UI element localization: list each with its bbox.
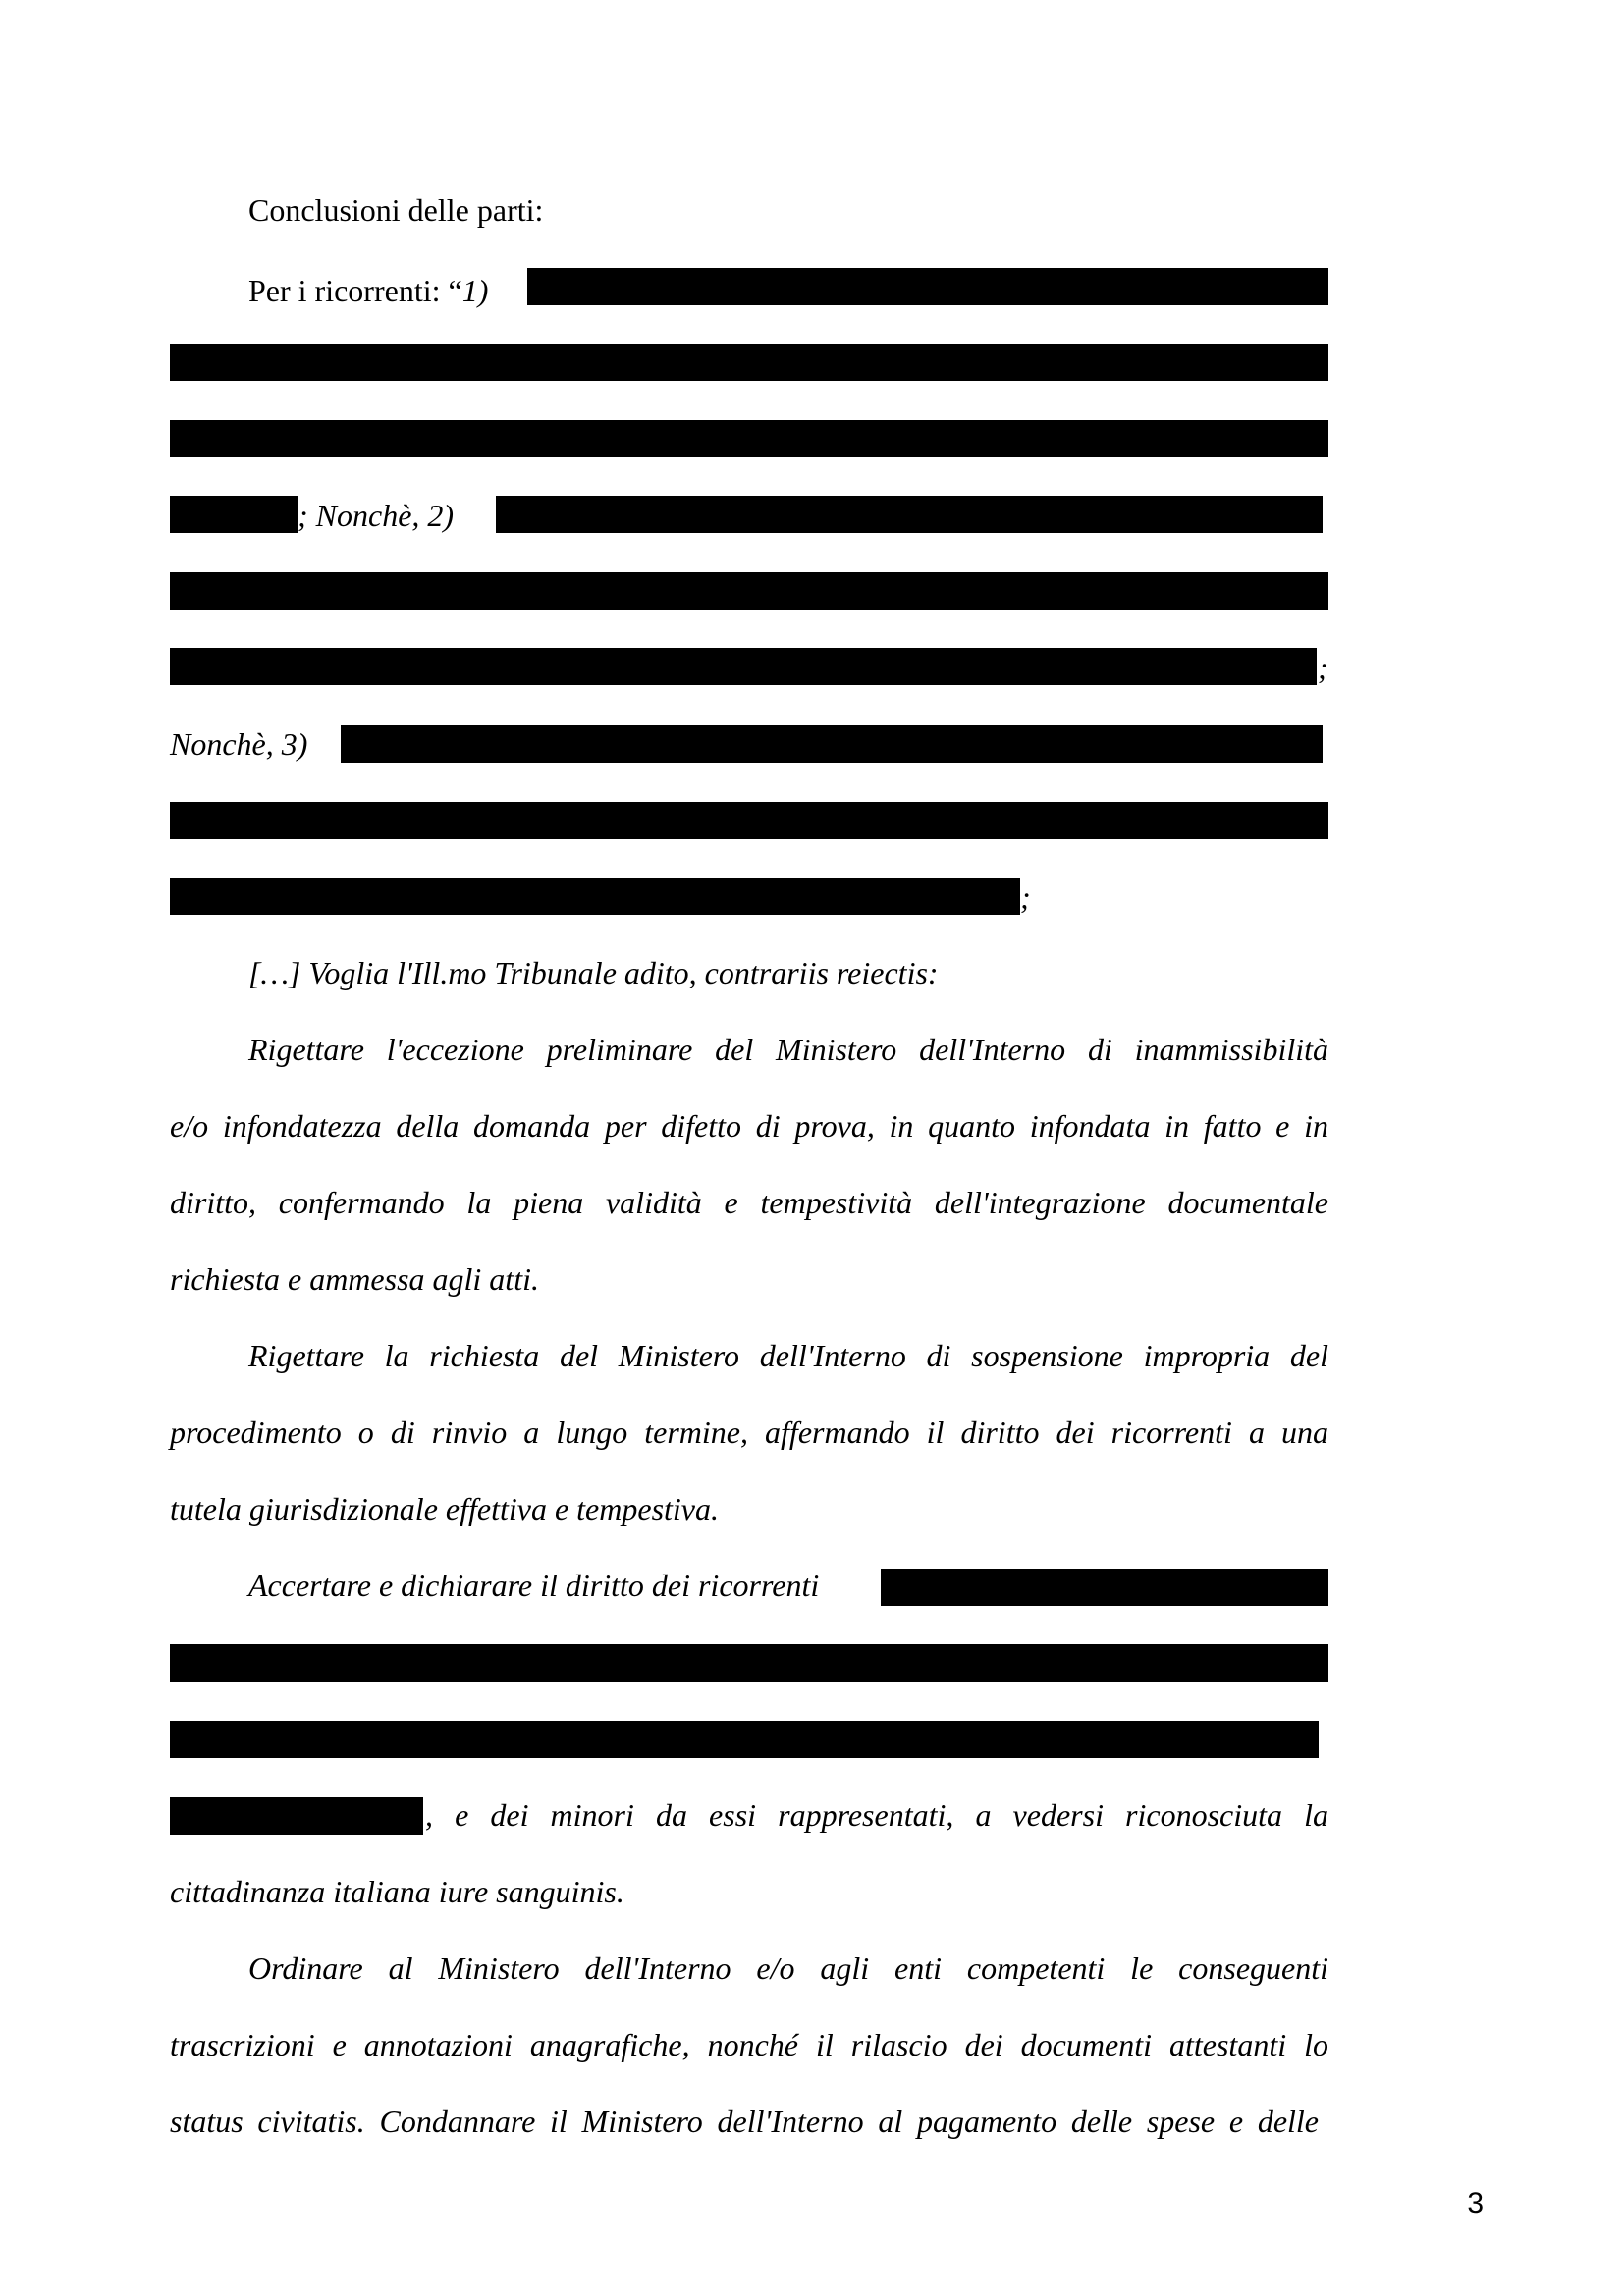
redaction-block	[170, 344, 1328, 381]
voglia-line: […] Voglia l'Ill.mo Tribunale adito, contrariis reiectis:	[248, 955, 939, 990]
par1-line-3: diritto, confermando la piena validità e tempestività dell'integrazione documentale	[170, 1185, 1328, 1220]
page-number: 3	[1467, 2187, 1484, 2219]
par2-line-3: tutela giurisdizionale effettiva e tempestiva.	[170, 1491, 719, 1526]
par2-line-1: Rigettare la richiesta del Ministero dell'Interno di sospensione impropria del	[248, 1338, 1328, 1373]
redaction-block	[341, 725, 1323, 763]
par4-line-1: Ordinare al Ministero dell'Interno e/o agli enti competenti le conseguenti	[248, 1950, 1328, 1986]
redaction-block	[170, 1797, 423, 1835]
redaction-block	[527, 268, 1328, 305]
par4-line-2: trascrizioni e annotazioni anagrafiche, nonché il rilascio dei documenti attestanti lo	[170, 2027, 1328, 2062]
par3-start: Accertare e dichiarare il diritto dei ricorrenti	[248, 1568, 820, 1603]
par4-line-3: status civitatis. Condannare il Ministero dell'Interno al pagamento delle spese e delle	[170, 2104, 1319, 2139]
redaction-block	[170, 1721, 1319, 1758]
nonche-2-text: ; Nonchè, 2)	[298, 498, 455, 533]
redaction-block	[170, 878, 1020, 915]
par2-line-2: procedimento o di rinvio a lungo termine, affermando il diritto dei ricorrenti a una	[170, 1415, 1328, 1450]
redaction-block	[881, 1569, 1328, 1606]
par3-end: cittadinanza italiana iure sanguinis.	[170, 1874, 624, 1909]
nonche-3-text: Nonchè, 3)	[170, 726, 308, 762]
par1-line-2: e/o infondatezza della domanda per difetto di prova, in quanto infondata in fatto e in	[170, 1108, 1328, 1144]
redaction-block	[496, 496, 1323, 533]
redaction-block	[170, 1644, 1328, 1682]
ricorrenti-intro: Per i ricorrenti: “1)	[248, 273, 489, 308]
par1-line-4: richiesta e ammessa agli atti.	[170, 1261, 539, 1297]
redaction-block	[170, 420, 1328, 457]
redaction-block	[170, 496, 298, 533]
redaction-block	[170, 648, 1317, 685]
semicolon-text: ;	[1020, 880, 1031, 915]
section-heading: Conclusioni delle parti:	[248, 192, 544, 228]
semicolon-text: ;	[1318, 650, 1328, 685]
par1-line-1: Rigettare l'eccezione preliminare del Ministero dell'Interno di inammissibilità	[248, 1032, 1328, 1067]
redaction-block	[170, 572, 1328, 610]
par3-mid: , e dei minori da essi rappresentati, a vedersi riconosciuta la	[425, 1797, 1328, 1833]
redaction-block	[170, 802, 1328, 839]
